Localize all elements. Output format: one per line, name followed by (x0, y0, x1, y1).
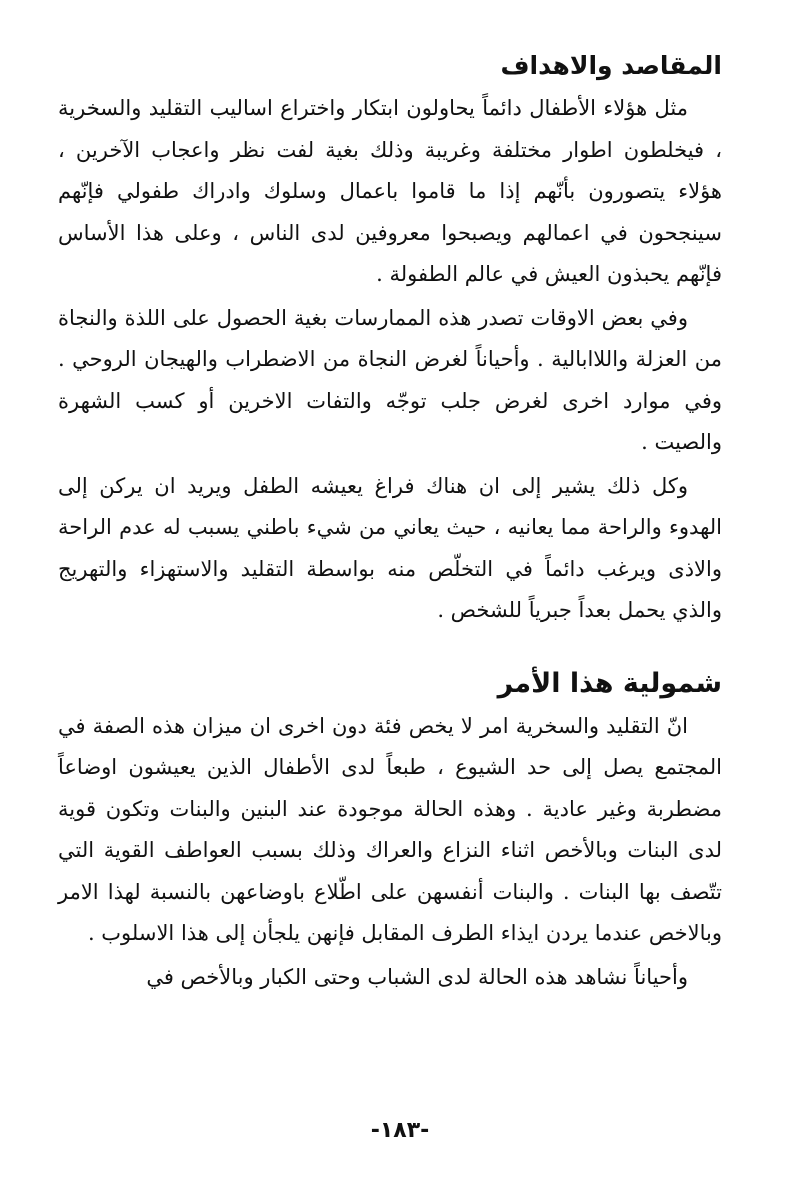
paragraph: وأحياناً نشاهد هذه الحالة لدى الشباب وحتى الكبار وبالأخص في (146, 964, 688, 989)
section-title-objectives: المقاصد والاهداف (500, 51, 722, 80)
paragraph: وفي بعض الاوقات تصدر هذه الممارسات بغية الحصول على اللذة والنجاة من العزلة واللاابالية . وأحياناً لغرض النجاة من الاضطراب والهيجان الروحي . وفي موارد اخرى لغرض جلب توجّه والتفات الاخرين أو كسب الشهرة والصيت . (58, 305, 722, 454)
paragraph: وكل ذلك يشير إلى ان هناك فراغ يعيشه الطفل ويريد ان يركن إلى الهدوء والراحة مما يعانيه ، حيث يعاني من شيء باطني يسبب له عدم الراحة والاذى ويرغب دائماً في التخلّص منه بواسطة التقليد والاستهزاء والتهريج والذي يحمل بعداً جبرياً للشخص . (58, 473, 722, 622)
section-title-comprehensiveness: شمولية هذا الأمر (497, 667, 722, 699)
book-page (58, 44, 722, 1144)
paragraph: مثل هؤلاء الأطفال دائماً يحاولون ابتكار واختراع اساليب التقليد والسخرية ، فيخلطون اطوار مختلفة وغريبة وذلك بغية لفت نظر واعجاب الآخرين ، هؤلاء يتصورون بأنّهم إذا ما قاموا باعمال وسلوك وادراك طفولي فإنّهم سينجحون في اعمالهم ويصبحوا معروفين لدى الناس ، وعلى هذا الأساس فإنّهم يحبذون العيش في عالم الطفولة . (58, 96, 722, 286)
page-number: -١٨٣- (370, 1118, 430, 1143)
paragraph: انّ التقليد والسخرية امر لا يخص فئة دون اخرى ان ميزان هذه الصفة في المجتمع يصل إلى حد الشيوع ، طبعاً لدى الأطفال الذين يعيشون اوضاعاً مضطربة وغير عادية . وهذه الحالة موجودة عند البنين والبنات وتكون قوية لدى البنات وبالأخص اثناء النزاع والعراك وذلك بسبب العواطف القوية التي تتّصف بها البنات . والبنات أنفسهن على اطّلاع باوضاعهن بالنسبة لهذا الامر وبالاخص عندما يردن ايذاء الطرف المقابل فإنهن يلجأن إلى هذا الاسلوب . (58, 713, 722, 945)
